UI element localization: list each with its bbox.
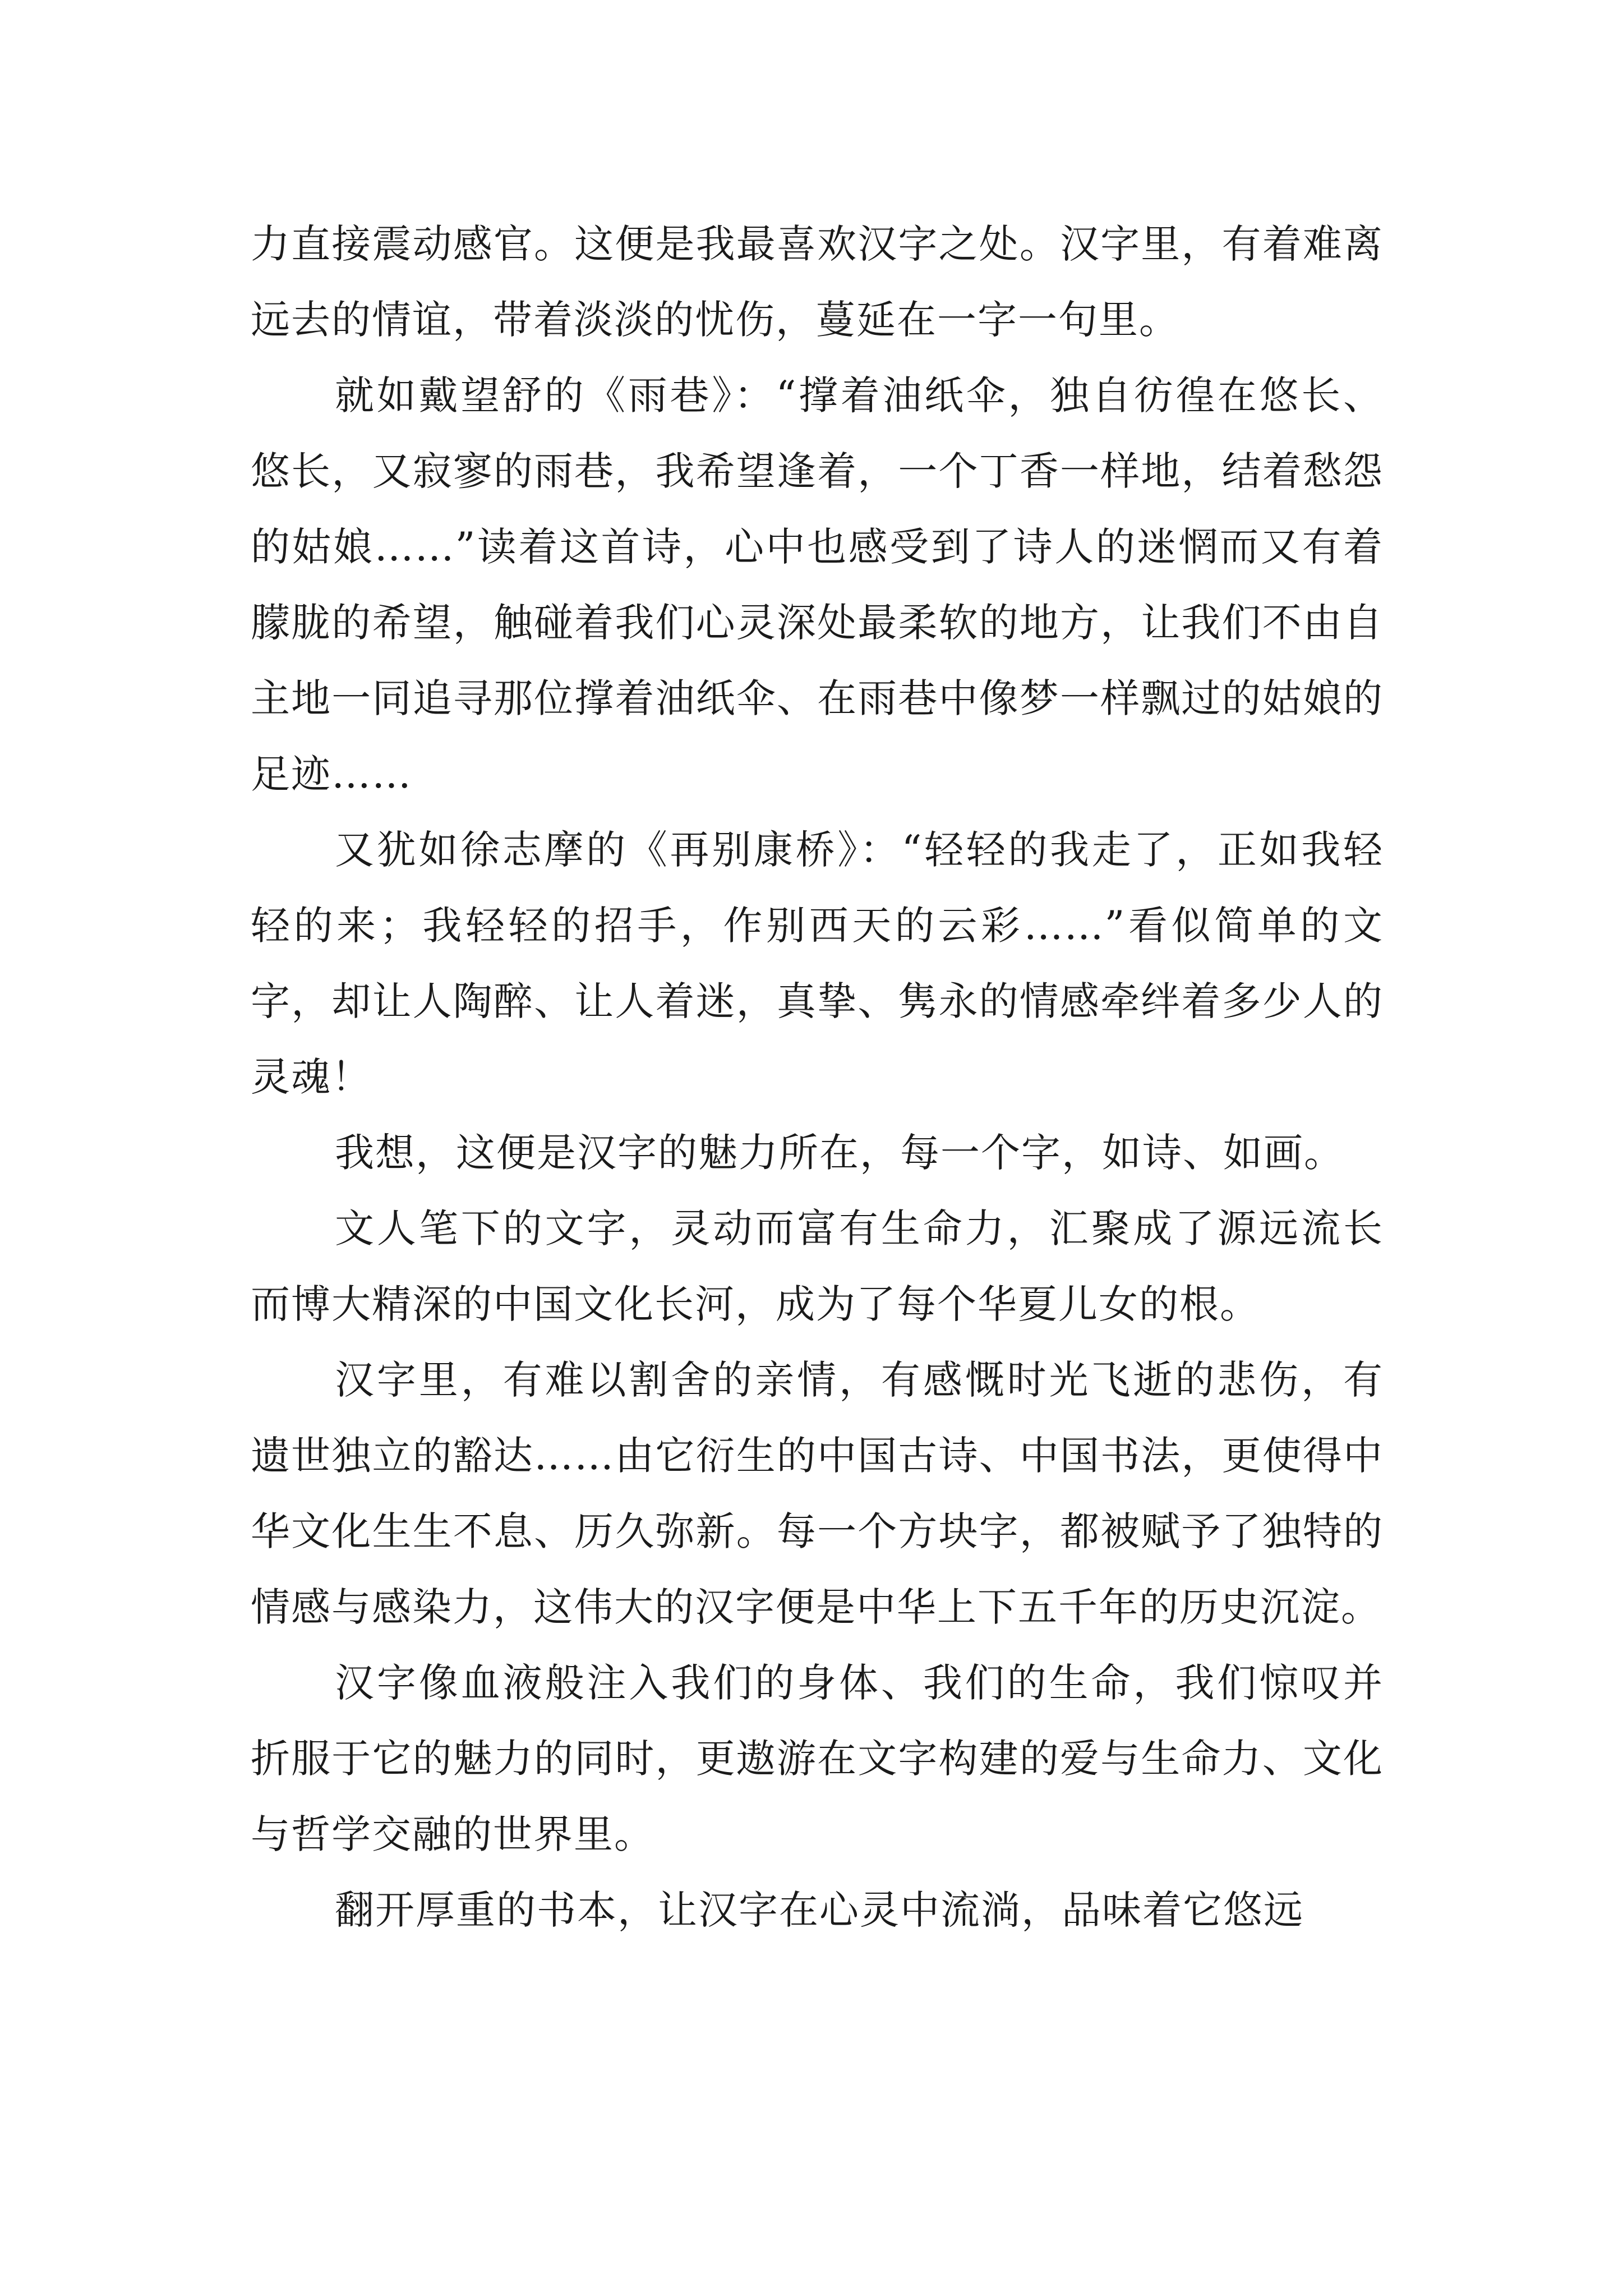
paragraph-6: 汉字里，有难以割舍的亲情，有感慨时光飞逝的悲伤，有遗世独立的豁达……由它衍生的中国古诗、中国书法，更使得中华文化生生不息、历久弥新。每一个方块字，都被赋予了独特的情感与感染力，这伟大的汉字便是中华上下五千年的历史沉淀。 bbox=[251, 1357, 1384, 1630]
paragraph-5: 文人笔下的文字，灵动而富有生命力，汇聚成了源远流长而博大精深的中国文化长河，成为了每个华夏儿女的根。 bbox=[251, 1205, 1384, 1327]
paragraph-8: 翻开厚重的书本，让汉字在心灵中流淌，品味着它悠远 bbox=[335, 1887, 1304, 1933]
paragraph-4: 我想，这便是汉字的魅力所在，每一个字，如诗、如画。 bbox=[335, 1130, 1344, 1176]
paragraph-7: 汉字像血液般注入我们的身体、我们的生命，我们惊叹并折服于它的魅力的同时，更遨游在文字构建的爱与生命力、文化与哲学交融的世界里。 bbox=[251, 1660, 1384, 1857]
paragraph-3: 又犹如徐志摩的《再别康桥》：“轻轻的我走了，正如我轻轻的来；我轻轻的招手，作别西天的云彩……”看似简单的文字，却让人陶醉、让人着迷，真挚、隽永的情感牵绊着多少人的灵魂！ bbox=[251, 827, 1384, 1100]
paragraph-1: 力直接震动感官。这便是我最喜欢汉字之处。汉字里，有着难离远去的情谊，带着淡淡的忧伤，蔓延在一字一句里。 bbox=[251, 221, 1384, 343]
document-body bbox=[251, 206, 1384, 1948]
paragraph-2: 就如戴望舒的《雨巷》：“撑着油纸伞，独自彷徨在悠长、悠长，又寂寥的雨巷，我希望逢着，一个丁香一样地，结着愁怨的姑娘……”读着这首诗，心中也感受到了诗人的迷惘而又有着朦胧的希望，触碰着我们心灵深处最柔软的地方，让我们不由自主地一同追寻那位撑着油纸伞、在雨巷中像梦一样飘过的姑娘的足迹…… bbox=[251, 372, 1384, 797]
